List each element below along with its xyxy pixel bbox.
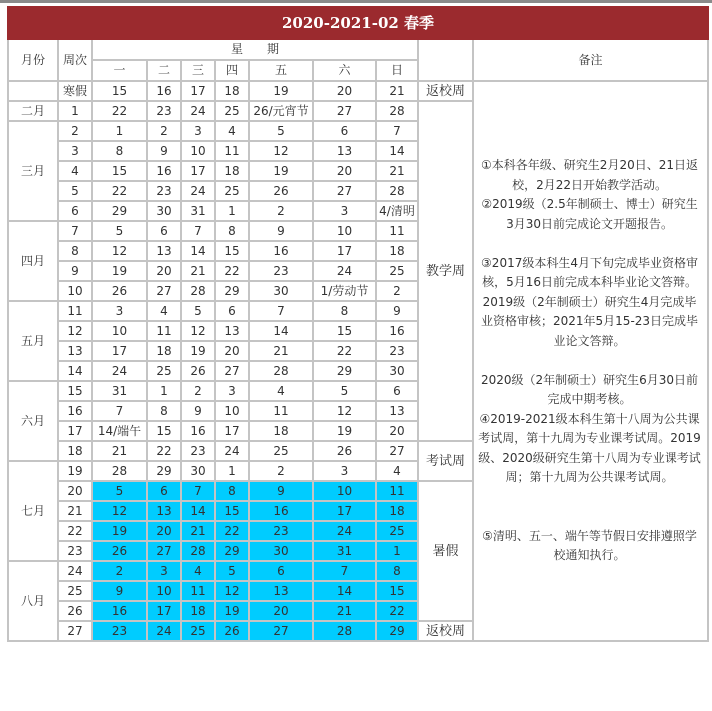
day-cell: 28 xyxy=(181,541,215,561)
day-cell: 24 xyxy=(92,361,147,381)
day-cell: 22 xyxy=(147,441,181,461)
note-paragraph: ③2017级本科生4月下旬完成毕业资格审核，5月16日前完成本科毕业论文答辩。2019级（2年制硕士）研究生4月完成毕业资格审核；2021年5月15-23日完成毕业论文答辩。 xyxy=(481,255,699,348)
month-cell: 三月 xyxy=(8,121,58,221)
month-cell: 二月 xyxy=(8,101,58,121)
week-number-cell: 11 xyxy=(58,301,92,321)
day-cell: 16 xyxy=(376,321,418,341)
day-cell: 25 xyxy=(215,101,249,121)
day-cell: 12 xyxy=(215,581,249,601)
day-cell: 6 xyxy=(313,121,376,141)
week-number-cell: 7 xyxy=(58,221,92,241)
day-cell: 13 xyxy=(147,241,181,261)
day-cell: 6 xyxy=(147,221,181,241)
day-cell: 1 xyxy=(92,121,147,141)
day-cell: 2 xyxy=(249,461,313,481)
day-cell: 26 xyxy=(215,621,249,641)
day-cell: 3 xyxy=(92,301,147,321)
week-number-cell: 10 xyxy=(58,281,92,301)
day-cell: 4 xyxy=(249,381,313,401)
day-cell: 22 xyxy=(313,341,376,361)
day-cell: 8 xyxy=(147,401,181,421)
day-cell: 9 xyxy=(147,141,181,161)
day-cell: 3 xyxy=(147,561,181,581)
day-cell: 24 xyxy=(313,261,376,281)
day-cell: 24 xyxy=(147,621,181,641)
day-cell: 19 xyxy=(313,421,376,441)
day-cell: 26 xyxy=(92,281,147,301)
day-cell: 18 xyxy=(376,241,418,261)
week-number-cell: 27 xyxy=(58,621,92,641)
day-cell: 15 xyxy=(92,161,147,181)
day-cell: 10 xyxy=(313,221,376,241)
day-cell: 5 xyxy=(92,221,147,241)
day-cell: 16 xyxy=(181,421,215,441)
day-cell: 4 xyxy=(181,561,215,581)
header-weekday: 日 xyxy=(376,60,418,81)
day-cell: 18 xyxy=(181,601,215,621)
header-weekday: 一 xyxy=(92,60,147,81)
day-cell: 3 xyxy=(215,381,249,401)
day-cell: 16 xyxy=(249,241,313,261)
day-cell: 19 xyxy=(215,601,249,621)
day-cell: 23 xyxy=(249,521,313,541)
day-cell: 27 xyxy=(147,541,181,561)
day-cell: 23 xyxy=(92,621,147,641)
day-cell: 24 xyxy=(181,101,215,121)
day-cell: 6 xyxy=(147,481,181,501)
day-cell: 23 xyxy=(147,101,181,121)
day-cell: 13 xyxy=(147,501,181,521)
day-cell: 4 xyxy=(215,121,249,141)
week-number-cell: 12 xyxy=(58,321,92,341)
day-cell: 27 xyxy=(313,181,376,201)
day-cell: 25 xyxy=(181,621,215,641)
week-number-cell: 1 xyxy=(58,101,92,121)
header-weekday-group: 星 期 xyxy=(92,39,418,60)
day-cell: 31 xyxy=(92,381,147,401)
header-weekday: 五 xyxy=(249,60,313,81)
day-cell: 7 xyxy=(313,561,376,581)
day-cell: 2 xyxy=(147,121,181,141)
day-cell: 30 xyxy=(249,541,313,561)
day-cell: 7 xyxy=(92,401,147,421)
day-cell: 6 xyxy=(215,301,249,321)
day-cell: 17 xyxy=(313,501,376,521)
week-status-cell: 返校周 xyxy=(418,81,473,101)
day-cell: 9 xyxy=(249,481,313,501)
day-cell: 28 xyxy=(92,461,147,481)
week-number-cell: 3 xyxy=(58,141,92,161)
day-cell: 15 xyxy=(313,321,376,341)
day-cell: 1 xyxy=(215,201,249,221)
day-cell: 22 xyxy=(92,101,147,121)
day-cell: 14 xyxy=(376,141,418,161)
day-cell: 1 xyxy=(147,381,181,401)
week-number-cell: 17 xyxy=(58,421,92,441)
day-cell: 27 xyxy=(147,281,181,301)
note-paragraph: ②2019级（2.5年制硕士、博士）研究生3月30日前完成论文开题报告。 xyxy=(481,197,698,231)
day-cell: 29 xyxy=(215,281,249,301)
day-cell: 29 xyxy=(92,201,147,221)
day-cell: 28 xyxy=(313,621,376,641)
week-number-cell: 4 xyxy=(58,161,92,181)
day-cell: 23 xyxy=(376,341,418,361)
day-cell: 12 xyxy=(92,501,147,521)
day-cell: 1 xyxy=(215,461,249,481)
day-cell: 2 xyxy=(376,281,418,301)
note-spacer xyxy=(478,234,701,254)
day-cell: 17 xyxy=(181,161,215,181)
day-cell: 17 xyxy=(215,421,249,441)
week-number-cell: 5 xyxy=(58,181,92,201)
day-cell: 12 xyxy=(313,401,376,421)
day-cell: 22 xyxy=(215,261,249,281)
day-cell: 15 xyxy=(92,81,147,101)
week-number-cell: 14 xyxy=(58,361,92,381)
day-cell: 26 xyxy=(313,441,376,461)
day-cell: 12 xyxy=(249,141,313,161)
day-cell: 8 xyxy=(313,301,376,321)
day-cell: 31 xyxy=(313,541,376,561)
day-cell: 7 xyxy=(181,481,215,501)
month-cell: 五月 xyxy=(8,301,58,381)
week-number-cell: 13 xyxy=(58,341,92,361)
calendar-title: 2020-2021-02 春季 xyxy=(8,7,708,39)
day-cell: 15 xyxy=(147,421,181,441)
day-cell: 17 xyxy=(313,241,376,261)
day-cell: 9 xyxy=(181,401,215,421)
header-week: 周次 xyxy=(58,39,92,81)
day-cell: 21 xyxy=(313,601,376,621)
week-number-cell: 24 xyxy=(58,561,92,581)
week-number-cell: 26 xyxy=(58,601,92,621)
week-number-cell: 6 xyxy=(58,201,92,221)
day-cell: 20 xyxy=(147,261,181,281)
day-cell: 16 xyxy=(249,501,313,521)
day-cell: 25 xyxy=(376,261,418,281)
month-cell: 八月 xyxy=(8,561,58,641)
note-paragraph: ④2019-2021级本科生第十八周为公共课考试周，第十九周为专业课考试周。2019级、2020级研究生第十八周为专业课考试周；第十九周为公共课考试周。 xyxy=(478,411,701,485)
day-cell: 6 xyxy=(249,561,313,581)
day-cell: 8 xyxy=(215,221,249,241)
day-cell: 20 xyxy=(313,161,376,181)
day-cell: 11 xyxy=(249,401,313,421)
day-cell: 10 xyxy=(215,401,249,421)
day-cell: 25 xyxy=(215,181,249,201)
day-cell: 13 xyxy=(376,401,418,421)
week-number-cell: 23 xyxy=(58,541,92,561)
day-cell: 9 xyxy=(92,581,147,601)
note-paragraph: ①本科各年级、研究生2月20日、21日返校，2月22日开始教学活动。 xyxy=(481,158,698,192)
day-cell: 23 xyxy=(181,441,215,461)
day-cell: 28 xyxy=(249,361,313,381)
header-weekday: 四 xyxy=(215,60,249,81)
day-cell: 19 xyxy=(249,81,313,101)
day-cell: 16 xyxy=(92,601,147,621)
day-cell: 29 xyxy=(313,361,376,381)
day-cell: 7 xyxy=(181,221,215,241)
day-cell: 22 xyxy=(376,601,418,621)
day-cell: 6 xyxy=(376,381,418,401)
day-cell: 22 xyxy=(215,521,249,541)
day-cell: 9 xyxy=(376,301,418,321)
day-cell: 8 xyxy=(92,141,147,161)
day-cell: 18 xyxy=(376,501,418,521)
day-cell: 12 xyxy=(181,321,215,341)
day-cell: 27 xyxy=(215,361,249,381)
week-number-cell: 寒假 xyxy=(58,81,92,101)
week-status-cell: 暑假 xyxy=(418,481,473,621)
day-cell: 19 xyxy=(249,161,313,181)
day-cell: 2 xyxy=(181,381,215,401)
note-paragraph: 2020级（2年制硕士）研究生6月30日前完成中期考核。 xyxy=(480,372,699,407)
day-cell: 21 xyxy=(92,441,147,461)
day-cell: 10 xyxy=(147,581,181,601)
day-cell: 11 xyxy=(181,581,215,601)
day-cell: 1/劳动节 xyxy=(313,281,376,301)
day-cell: 23 xyxy=(147,181,181,201)
day-cell: 18 xyxy=(215,161,249,181)
week-number-cell: 20 xyxy=(58,481,92,501)
day-cell: 26 xyxy=(249,181,313,201)
day-cell: 27 xyxy=(376,441,418,461)
day-cell: 15 xyxy=(376,581,418,601)
header-month: 月份 xyxy=(8,39,58,81)
day-cell: 13 xyxy=(313,141,376,161)
day-cell: 21 xyxy=(181,261,215,281)
day-cell: 20 xyxy=(249,601,313,621)
day-cell: 14 xyxy=(313,581,376,601)
day-cell: 3 xyxy=(313,201,376,221)
day-cell: 26 xyxy=(92,541,147,561)
week-number-cell: 21 xyxy=(58,501,92,521)
day-cell: 2 xyxy=(249,201,313,221)
header-status xyxy=(418,39,473,81)
day-cell: 9 xyxy=(249,221,313,241)
day-cell: 31 xyxy=(181,201,215,221)
day-cell: 4 xyxy=(147,301,181,321)
week-number-cell: 25 xyxy=(58,581,92,601)
day-cell: 30 xyxy=(376,361,418,381)
week-status-cell: 教学周 xyxy=(418,101,473,441)
day-cell: 5 xyxy=(181,301,215,321)
note-spacer xyxy=(478,488,701,508)
day-cell: 11 xyxy=(147,321,181,341)
week-number-cell: 19 xyxy=(58,461,92,481)
month-cell: 六月 xyxy=(8,381,58,461)
day-cell: 10 xyxy=(92,321,147,341)
week-number-cell: 15 xyxy=(58,381,92,401)
day-cell: 10 xyxy=(181,141,215,161)
day-cell: 14/端午 xyxy=(92,421,147,441)
day-cell: 30 xyxy=(249,281,313,301)
week-number-cell: 22 xyxy=(58,521,92,541)
day-cell: 25 xyxy=(249,441,313,461)
week-number-cell: 16 xyxy=(58,401,92,421)
day-cell: 17 xyxy=(147,601,181,621)
month-cell: 四月 xyxy=(8,221,58,301)
day-cell: 17 xyxy=(92,341,147,361)
day-cell: 12 xyxy=(92,241,147,261)
day-cell: 28 xyxy=(376,181,418,201)
day-cell: 18 xyxy=(215,81,249,101)
notes-cell xyxy=(473,81,708,641)
week-row xyxy=(8,81,708,101)
week-number-cell: 8 xyxy=(58,241,92,261)
header-notes: 备注 xyxy=(473,39,708,81)
month-cell: 七月 xyxy=(8,461,58,561)
day-cell: 13 xyxy=(249,581,313,601)
day-cell: 19 xyxy=(92,521,147,541)
day-cell: 2 xyxy=(92,561,147,581)
day-cell: 10 xyxy=(313,481,376,501)
day-cell: 22 xyxy=(92,181,147,201)
day-cell: 19 xyxy=(181,341,215,361)
header-weekday: 六 xyxy=(313,60,376,81)
day-cell: 26/元宵节 xyxy=(249,101,313,121)
day-cell: 20 xyxy=(313,81,376,101)
note-paragraph: ⑤清明、五一、端午等节假日安排遵照学校通知执行。 xyxy=(482,528,697,563)
month-cell xyxy=(8,81,58,101)
day-cell: 1 xyxy=(376,541,418,561)
day-cell: 30 xyxy=(147,201,181,221)
day-cell: 29 xyxy=(215,541,249,561)
day-cell: 27 xyxy=(249,621,313,641)
day-cell: 3 xyxy=(313,461,376,481)
day-cell: 25 xyxy=(376,521,418,541)
week-status-cell: 考试周 xyxy=(418,441,473,481)
day-cell: 19 xyxy=(92,261,147,281)
day-cell: 20 xyxy=(147,521,181,541)
day-cell: 28 xyxy=(181,281,215,301)
header-weekday: 二 xyxy=(147,60,181,81)
week-number-cell: 18 xyxy=(58,441,92,461)
day-cell: 8 xyxy=(376,561,418,581)
day-cell: 30 xyxy=(181,461,215,481)
day-cell: 13 xyxy=(215,321,249,341)
day-cell: 29 xyxy=(147,461,181,481)
semester-calendar-table xyxy=(7,6,709,642)
day-cell: 7 xyxy=(249,301,313,321)
day-cell: 20 xyxy=(215,341,249,361)
day-cell: 5 xyxy=(249,121,313,141)
day-cell: 28 xyxy=(376,101,418,121)
day-cell: 14 xyxy=(249,321,313,341)
day-cell: 3 xyxy=(181,121,215,141)
day-cell: 8 xyxy=(215,481,249,501)
day-cell: 11 xyxy=(215,141,249,161)
day-cell: 11 xyxy=(376,481,418,501)
day-cell: 18 xyxy=(249,421,313,441)
day-cell: 4 xyxy=(376,461,418,481)
day-cell: 15 xyxy=(215,501,249,521)
day-cell: 14 xyxy=(181,241,215,261)
day-cell: 29 xyxy=(376,621,418,641)
day-cell: 26 xyxy=(181,361,215,381)
day-cell: 20 xyxy=(376,421,418,441)
day-cell: 4/清明 xyxy=(376,201,418,221)
day-cell: 21 xyxy=(376,81,418,101)
day-cell: 21 xyxy=(376,161,418,181)
day-cell: 27 xyxy=(313,101,376,121)
day-cell: 23 xyxy=(249,261,313,281)
day-cell: 5 xyxy=(215,561,249,581)
week-status-cell: 返校周 xyxy=(418,621,473,641)
day-cell: 7 xyxy=(376,121,418,141)
note-spacer xyxy=(478,351,701,371)
day-cell: 15 xyxy=(215,241,249,261)
day-cell: 11 xyxy=(376,221,418,241)
week-number-cell: 2 xyxy=(58,121,92,141)
day-cell: 24 xyxy=(215,441,249,461)
day-cell: 25 xyxy=(147,361,181,381)
week-number-cell: 9 xyxy=(58,261,92,281)
day-cell: 16 xyxy=(147,81,181,101)
day-cell: 18 xyxy=(147,341,181,361)
day-cell: 16 xyxy=(147,161,181,181)
day-cell: 21 xyxy=(181,521,215,541)
header-weekday: 三 xyxy=(181,60,215,81)
day-cell: 21 xyxy=(249,341,313,361)
day-cell: 17 xyxy=(181,81,215,101)
day-cell: 5 xyxy=(313,381,376,401)
day-cell: 24 xyxy=(181,181,215,201)
note-spacer xyxy=(478,507,701,527)
day-cell: 14 xyxy=(181,501,215,521)
day-cell: 5 xyxy=(92,481,147,501)
day-cell: 24 xyxy=(313,521,376,541)
